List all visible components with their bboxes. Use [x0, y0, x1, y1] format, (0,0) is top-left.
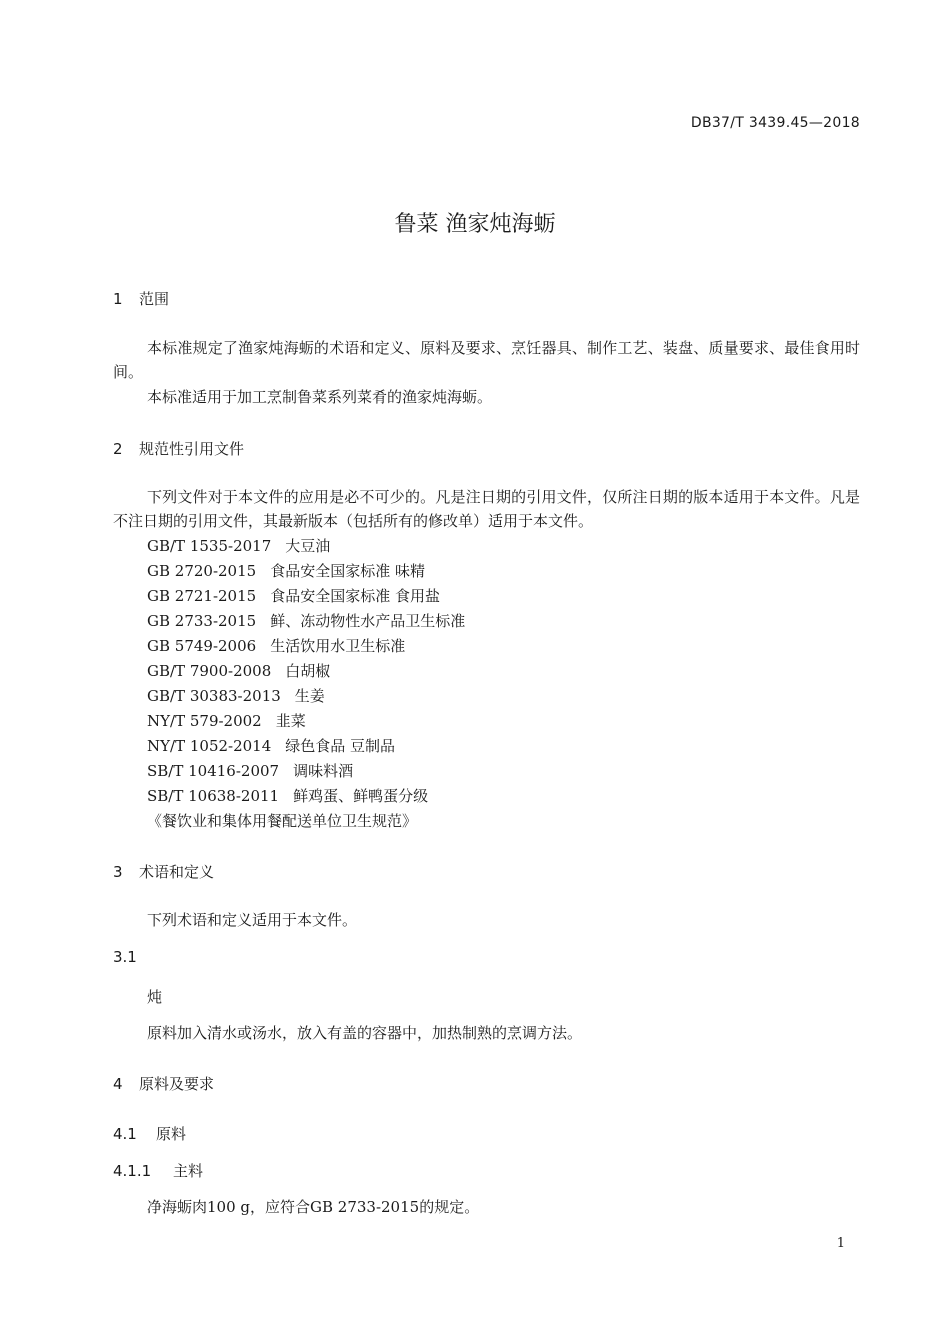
section-3-heading — [113, 861, 214, 882]
scope-paragraph-2: 本标准适用于加工烹制鲁菜系列菜肴的渔家炖海蛎。 — [147, 388, 493, 406]
main-ingredient-text: 净海蛎肉100 g，应符合GB 2733-2015的规定。 — [147, 1198, 480, 1216]
section-4-heading — [113, 1073, 214, 1094]
section-title: 原料及要求 — [139, 1075, 215, 1093]
reference-name: 生活饮用水卫生标准 — [270, 637, 406, 655]
reference-code: GB/T 7900-2008 — [147, 662, 272, 680]
reference-code: GB 2721-2015 — [147, 587, 257, 605]
reference-name: 绿色食品 豆制品 — [285, 737, 396, 755]
reference-code: SB/T 10416-2007 — [147, 762, 280, 780]
section-title: 范围 — [139, 290, 170, 308]
reference-name: 生姜 — [294, 687, 325, 705]
reference-name: 白胡椒 — [285, 662, 331, 680]
page-number: 1 — [836, 1236, 845, 1251]
section-number: 4 — [113, 1075, 123, 1093]
reference-item — [147, 585, 440, 606]
reference-code: GB/T 1535-2017 — [147, 537, 272, 555]
term-definition: 原料加入清水或汤水，放入有盖的容器中，加热制熟的烹调方法。 — [147, 1024, 583, 1042]
reference-code: GB 2733-2015 — [147, 612, 257, 630]
reference-item — [147, 635, 405, 656]
reference-item — [147, 560, 425, 581]
reference-item — [147, 685, 325, 706]
standard-code: DB37/T 3439.45—2018 — [690, 115, 860, 131]
reference-item — [147, 710, 306, 731]
reference-name: 韭菜 — [275, 712, 306, 730]
section-title: 术语和定义 — [139, 863, 215, 881]
reference-item — [147, 785, 428, 806]
section-1-heading — [113, 288, 169, 309]
subsection-3-1-number: 3.1 — [113, 948, 137, 966]
section-number: 2 — [113, 440, 123, 458]
reference-item-regulation: 《餐饮业和集体用餐配送单位卫生规范》 — [147, 812, 418, 830]
subsection-number: 4.1.1 — [113, 1162, 152, 1180]
reference-name: 鲜、冻动物性水产品卫生标准 — [270, 612, 466, 630]
reference-name: 食品安全国家标准 食用盐 — [270, 587, 440, 605]
subsection-number: 4.1 — [113, 1125, 137, 1143]
reference-code: GB/T 30383-2013 — [147, 687, 281, 705]
subsection-title: 原料 — [156, 1125, 187, 1143]
references-intro: 下列文件对于本文件的应用是必不可少的。凡是注日期的引用文件，仅所注日期的版本适用于本文件。凡是不注日期的引用文件，其最新版本（包括所有的修改单）适用于本文件。 — [113, 488, 860, 530]
reference-code: NY/T 1052-2014 — [147, 737, 272, 755]
reference-name: 鲜鸡蛋、鲜鸭蛋分级 — [293, 787, 429, 805]
reference-item — [147, 535, 330, 556]
reference-name: 食品安全国家标准 味精 — [270, 562, 425, 580]
reference-name: 大豆油 — [285, 537, 331, 555]
subsection-title: 主料 — [173, 1162, 204, 1180]
term-name: 炖 — [147, 988, 163, 1006]
section-number: 3 — [113, 863, 123, 881]
reference-code: SB/T 10638-2011 — [147, 787, 280, 805]
section-number: 1 — [113, 290, 123, 308]
reference-item — [147, 660, 330, 681]
reference-code: GB 2720-2015 — [147, 562, 257, 580]
reference-item — [147, 735, 395, 756]
document-title: 鲁菜 渔家炖海蛎 — [394, 212, 556, 237]
subsection-4-1-1-heading — [113, 1160, 203, 1181]
scope-paragraph-1: 本标准规定了渔家炖海蛎的术语和定义、原料及要求、烹饪器具、制作工艺、装盘、质量要求、最佳食用时间。 — [113, 339, 860, 381]
section-2-heading — [113, 438, 244, 459]
reference-name: 调味料酒 — [293, 762, 354, 780]
reference-item — [147, 760, 353, 781]
subsection-4-1-heading — [113, 1123, 186, 1144]
reference-code: NY/T 579-2002 — [147, 712, 262, 730]
section-title: 规范性引用文件 — [139, 440, 245, 458]
reference-code: GB 5749-2006 — [147, 637, 257, 655]
reference-item — [147, 610, 465, 631]
terms-intro: 下列术语和定义适用于本文件。 — [147, 911, 358, 929]
